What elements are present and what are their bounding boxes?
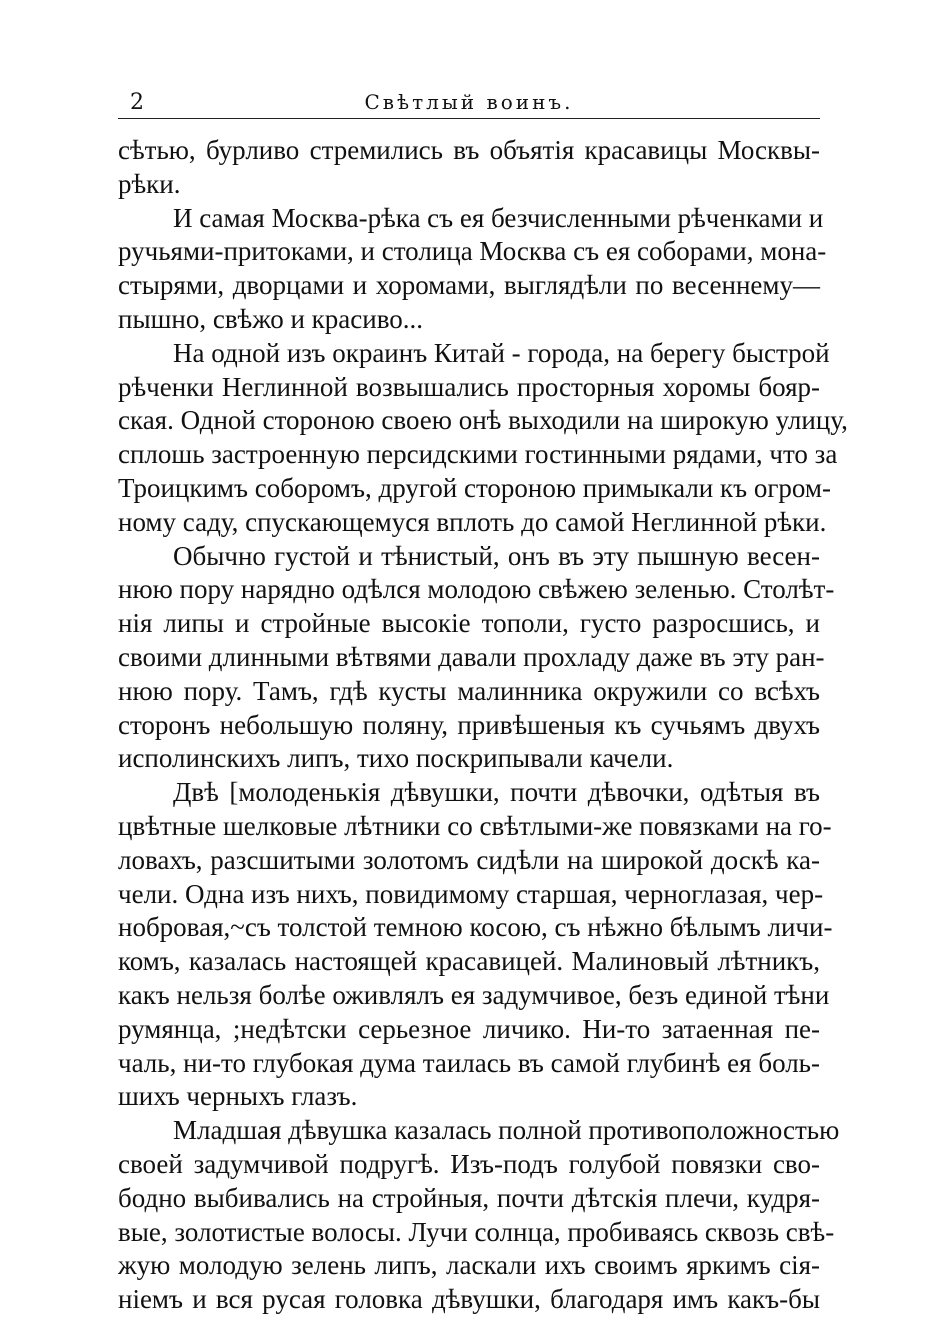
- running-head: [118, 88, 820, 119]
- text-line: какъ нельзя болѣе оживлялъ ея задумчивое, безъ единой тѣни: [118, 979, 830, 1010]
- text-line: ская. Одной стороною своею онѣ выходили на широкую улицу,: [118, 405, 848, 436]
- text-line: жую молодую зелень липъ, ласкали ихъ своимъ яркимъ сія-: [118, 1250, 820, 1281]
- text-line: Обычно густой и тѣнистый, онъ въ эту пышную весен-: [173, 540, 820, 571]
- text-line: пышно, свѣжо и красиво...: [118, 303, 424, 334]
- running-title: Свѣтлый воинъ.: [364, 90, 574, 114]
- text-line: нія липы и стройные высокіе тополи, густо разросшись, и: [118, 608, 820, 639]
- text-line: чаль, ни-то глубокая дума таилась въ самой глубинѣ ея боль-: [118, 1047, 820, 1078]
- text-line: Младшая дѣвушка казалась полной противоположностью: [173, 1115, 840, 1146]
- text-line: своими длинными вѣтвями давали прохладу даже въ эту ран-: [118, 641, 825, 672]
- text-line: Двѣ [молоденькія дѣвушки, почти дѣвочки, одѣтыя въ: [173, 777, 820, 808]
- body-text: [118, 134, 848, 1317]
- text-line: ловахъ, разсшитыми золотомъ сидѣли на широкой доскѣ ка-: [118, 844, 820, 875]
- text-line: стырями, дворцами и хоромами, выглядѣли по весеннему—: [118, 270, 820, 301]
- text-line: сѣтью, бурливо стремились въ объятія красавицы Москвы-: [118, 135, 820, 165]
- text-line: ручьями-притоками, и столица Москва съ ея соборами, мона-: [118, 236, 827, 267]
- text-line: рѣки.: [118, 168, 181, 199]
- text-line: На одной изъ окраинъ Китай - города, на берегу быстрой: [173, 337, 830, 368]
- text-line: сторонъ небольшую поляну, привѣшеныя къ сучьямъ двухъ: [118, 709, 820, 740]
- text-line: цвѣтные шелковые лѣтники со свѣтлыми-же повязками на го-: [118, 810, 832, 841]
- text-line: бодно выбивались на стройныя, почти дѣтскія плечи, кудря-: [118, 1182, 820, 1213]
- text-line: сплошь застроенную персидскими гостинными рядами, что за: [118, 439, 838, 470]
- page-number: 2: [130, 90, 144, 115]
- text-line: чели. Одна изъ нихъ, повидимому старшая, черноглазая, чер-: [118, 878, 824, 909]
- text-line: Троицкимъ соборомъ, другой стороною примыкали къ огром-: [118, 472, 831, 503]
- text-line: комъ, казалась настоящей красавицей. Малиновый лѣтникъ,: [118, 946, 820, 977]
- text-line: исполинскихъ липъ, тихо поскрипывали качели.: [118, 743, 674, 774]
- text-line: нюю пору. Тамъ, гдѣ кусты малинника окружили со всѣхъ: [118, 675, 820, 706]
- text-line: ному саду, спускающемуся вплоть до самой Неглинной рѣки.: [118, 506, 827, 537]
- text-line: рѣченки Неглинной возвышались просторныя хоромы бояр-: [118, 371, 820, 402]
- text-line: нюю пору нарядно одѣлся молодою свѣжею зеленью. Столѣт-: [118, 574, 835, 605]
- text-line: ніемъ и вся русая головка дѣвушки, благодаря имъ какъ-бы: [118, 1284, 820, 1315]
- text-line: румянца, ;недѣтски серьезное личико. Ни-то затаенная пе-: [118, 1013, 820, 1044]
- text-line: шихъ черныхъ глазъ.: [118, 1081, 358, 1112]
- text-line: И самая Москва-рѣка съ ея безчисленными рѣченками и: [173, 202, 824, 233]
- text-line: своей задумчивой подругѣ. Изъ-подъ голубой повязки сво-: [118, 1148, 820, 1179]
- text-line: нобровая,~съ толстой темною косою, съ нѣжно бѣлымъ личи-: [118, 912, 833, 943]
- text-line: вые, золотистые волосы. Лучи солнца, пробиваясь сквозь свѣ-: [118, 1216, 835, 1247]
